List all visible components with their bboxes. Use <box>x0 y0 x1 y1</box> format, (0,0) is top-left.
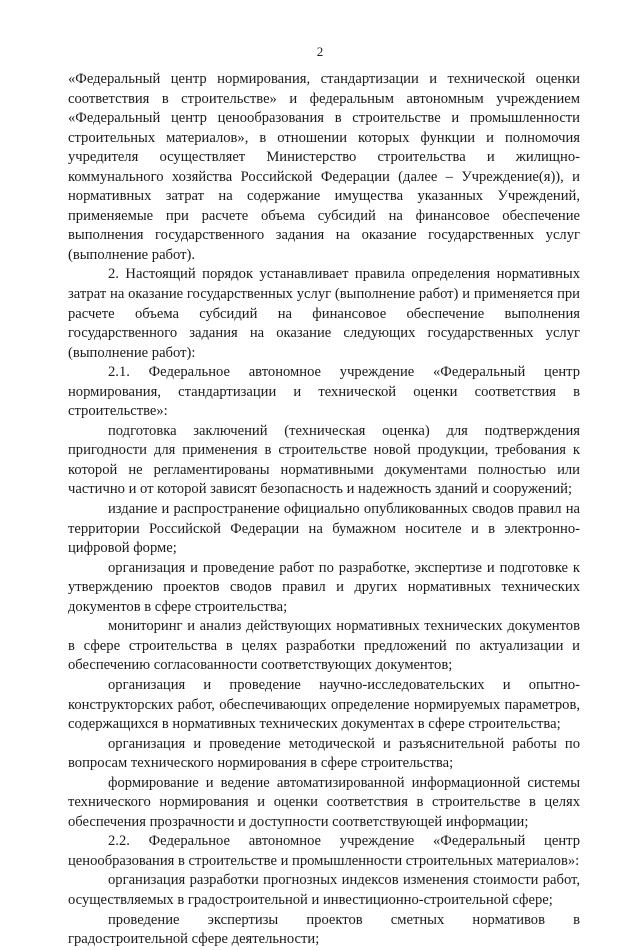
document-body <box>68 70 580 950</box>
list-item-monitoring: мониторинг и анализ действующих нормативных технических документов в сфере строительства в целях разработки предложений по актуализации и обеспечению согласованности соответствующих документов; <box>68 618 580 674</box>
list-item-estimate-expertise: проведение экспертизы проектов сметных нормативов в градостроительной сфере деятельности; <box>68 911 580 948</box>
paragraph-clause-2: 2. Настоящий порядок устанавливает правила определения нормативных затрат на оказание государственных услуг (выполнение работ) и применяется при расчете объема субсидий на финансовое обеспечение выполнения государственного задания на оказание следующих государственных услуг (выполнение работ): <box>68 266 580 361</box>
paragraph-continuation: «Федеральный центр нормирования, стандартизации и технической оценки соответствия в строительстве» и федеральным автономным учреждением «Федеральный центр ценообразования в строительстве и промышленности строительных материалов», в отношении которых функции и полномочия учредителя осуществляет Министерство строительства и жилищно-коммунального хозяйства Российской Федерации (далее – Учреждение(я)), и нормативных затрат на содержание имущества указанных Учреждений, применяемые при расчете объема субсидий на финансовое обеспечение выполнения государственного задания на оказание государственных услуг (выполнение работ). <box>68 71 580 263</box>
list-item-information-system: формирование и ведение автоматизированной информационной системы технического нормирования и оценки соответствия в строительстве в целях обеспечения прозрачности и доступности соответствующей информации; <box>68 774 580 830</box>
paragraph-clause-2-1: 2.1. Федеральное автономное учреждение «Федеральный центр нормирования, стандартизации и технической оценки соответствия в строительстве»: <box>68 364 580 420</box>
list-item-development: организация и проведение работ по разработке, экспертизе и подготовке к утверждению проектов сводов правил и других нормативных технических документов в сфере строительства; <box>68 559 580 615</box>
list-item-research: организация и проведение научно-исследовательских и опытно-конструкторских работ, обеспечивающих определение нормируемых параметров, содержащихся в нормативных технических документах в сфере строительства; <box>68 676 580 733</box>
paragraph-clause-2-2: 2.2. Федеральное автономное учреждение «Федеральный центр ценообразования в строительстве и промышленности строительных материалов»: <box>68 833 580 869</box>
page-number: 2 <box>316 44 324 59</box>
list-item-technical-assessment: подготовка заключений (техническая оценка) для подтверждения пригодности для применения в строительстве новой продукции, требования к которой не регламентированы нормативными документами полностью или частично и от которой зависят безопасность и надежность зданий и сооружений; <box>68 422 580 498</box>
list-item-methodology: организация и проведение методической и разъяснительной работы по вопросам технического нормирования в сфере строительства; <box>68 735 580 772</box>
list-item-publishing: издание и распространение официально опубликованных сводов правил на территории Российской Федерации на бумажном носителе и в электронно-цифровой форме; <box>68 501 580 557</box>
list-item-price-indices: организация разработки прогнозных индексов изменения стоимости работ, осуществляемых в градостроительной и инвестиционно-строительной сфере; <box>68 872 580 908</box>
